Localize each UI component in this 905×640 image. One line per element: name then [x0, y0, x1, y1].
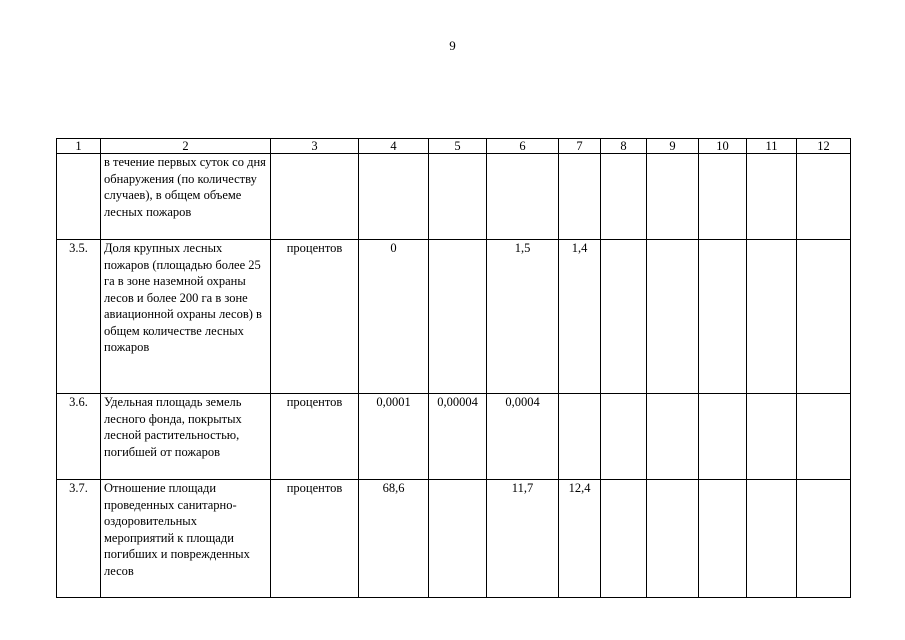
table-row — [57, 154, 851, 240]
value-cell — [747, 480, 797, 598]
value-cell — [699, 480, 747, 598]
value-cell — [601, 240, 647, 394]
value-cell — [559, 394, 601, 480]
row-number: 3.7. — [57, 480, 101, 598]
value-cell — [429, 480, 487, 598]
value-cell: 11,7 — [487, 480, 559, 598]
row-number: 3.5. — [57, 240, 101, 394]
value-cell: 68,6 — [359, 480, 429, 598]
value-cell — [359, 154, 429, 240]
column-header: 8 — [601, 139, 647, 154]
indicator-name: в течение первых суток со дня обнаружения (по количеству случаев), в общем объеме лесных пожаров — [101, 154, 271, 240]
value-cell — [487, 154, 559, 240]
table-row — [57, 480, 851, 598]
value-cell — [797, 154, 851, 240]
value-cell: 1,4 — [559, 240, 601, 394]
value-cell: 0,00004 — [429, 394, 487, 480]
row-number: 3.6. — [57, 394, 101, 480]
column-header: 1 — [57, 139, 101, 154]
column-header: 12 — [797, 139, 851, 154]
header-row — [57, 139, 851, 154]
row-number — [57, 154, 101, 240]
unit-cell — [271, 154, 359, 240]
value-cell — [601, 394, 647, 480]
column-header: 2 — [101, 139, 271, 154]
value-cell — [647, 154, 699, 240]
value-cell — [797, 394, 851, 480]
unit-cell: процентов — [271, 480, 359, 598]
column-header: 3 — [271, 139, 359, 154]
column-header: 9 — [647, 139, 699, 154]
value-cell: 0,0004 — [487, 394, 559, 480]
unit-cell: процентов — [271, 394, 359, 480]
value-cell — [747, 154, 797, 240]
value-cell — [647, 240, 699, 394]
value-cell — [797, 480, 851, 598]
indicator-name: Доля крупных лесных пожаров (площадью более 25 га в зоне наземной охраны лесов и более 200 га в зоне авиационной охраны лесов) в общем количестве лесных пожаров — [101, 240, 271, 394]
value-cell: 0,0001 — [359, 394, 429, 480]
value-cell — [747, 240, 797, 394]
value-cell — [797, 240, 851, 394]
column-header: 4 — [359, 139, 429, 154]
value-cell — [647, 480, 699, 598]
value-cell — [747, 394, 797, 480]
value-cell — [429, 240, 487, 394]
column-header: 11 — [747, 139, 797, 154]
value-cell — [699, 394, 747, 480]
value-cell — [647, 394, 699, 480]
value-cell — [559, 154, 601, 240]
value-cell: 0 — [359, 240, 429, 394]
value-cell: 12,4 — [559, 480, 601, 598]
column-header: 6 — [487, 139, 559, 154]
indicator-name: Отношение площади проведенных санитарно-оздоровительных мероприятий к площади погибших и поврежденных лесов — [101, 480, 271, 598]
value-cell — [699, 240, 747, 394]
indicator-name: Удельная площадь земель лесного фонда, покрытых лесной растительностью, погибшей от пожаров — [101, 394, 271, 480]
column-header: 7 — [559, 139, 601, 154]
value-cell — [601, 154, 647, 240]
indicators-table — [56, 138, 851, 598]
table-row — [57, 394, 851, 480]
page-number: 9 — [449, 38, 456, 53]
value-cell — [429, 154, 487, 240]
column-header: 5 — [429, 139, 487, 154]
unit-cell: процентов — [271, 240, 359, 394]
column-header: 10 — [699, 139, 747, 154]
value-cell — [699, 154, 747, 240]
value-cell — [601, 480, 647, 598]
value-cell: 1,5 — [487, 240, 559, 394]
table-row — [57, 240, 851, 394]
